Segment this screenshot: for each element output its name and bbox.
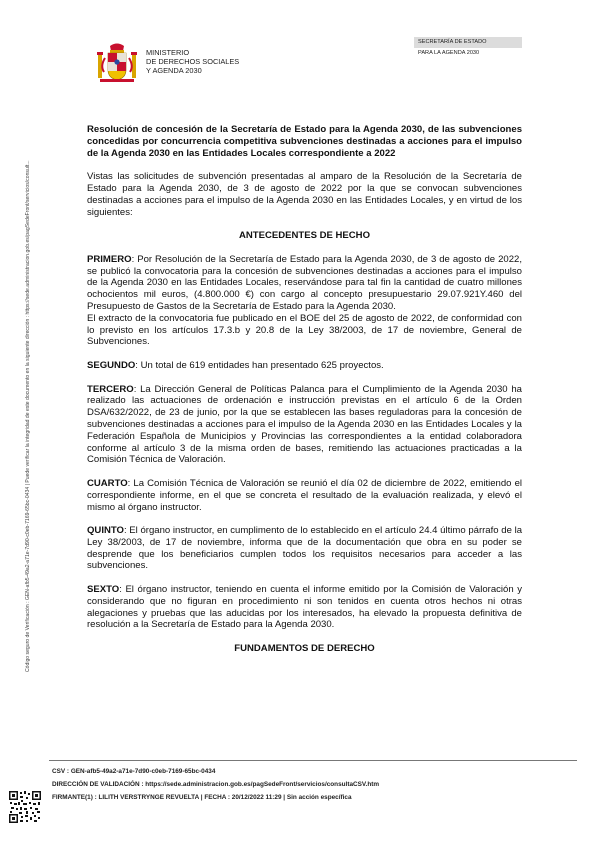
signer-info: FIRMANTE(1) : LILITH VERSTRYNGE REVUELTA | FECHA : 20/12/2022 11:29 | Sin acción específica xyxy=(52,794,352,802)
paragraph-segundo xyxy=(87,360,522,372)
validation-footer xyxy=(52,765,379,805)
ministry-line: Y AGENDA 2030 xyxy=(146,66,202,76)
paragraph-text: : Un total de 619 entidades han presentado 625 proyectos. xyxy=(135,359,384,371)
paragraph-label: TERCERO xyxy=(87,383,134,395)
intro-paragraph: Vistas las solicitudes de subvención presentadas al amparo de la Resolución de la Secretaría de Estado para la Agenda 2030, de 3 de agosto de 2022 por la que se convocan subvenciones destinadas a acciones para el impulso de la Agenda 2030 en las Entidades Locales, y en virtud de los siguientes: xyxy=(87,171,522,218)
section-heading-antecedentes: ANTECEDENTES DE HECHO xyxy=(238,230,371,242)
paragraph-text: : La Dirección General de Políticas Palanca para el Cumplimiento de la Agenda 2030 ha realizado las actuaciones de ordenación e instrucción previstas en el artículo 6 de la Orden DSA/632/2022, de 23 de junio, por la que se establecen las bases reguladoras para la concesión de subvenciones destinadas a acciones para el impulso de la Agenda 2030 en las Entidades Locales y la Federación Española de Municipios y Provincias las correspondientes a la entidad colaboradora conforme al artículo 3 de la misma orden de bases, remitiendo las actuaciones practicadas a la Comisión Técnica de Valoración. xyxy=(87,383,522,466)
secretaria-line: SECRETARÍA DE ESTADO xyxy=(414,37,522,48)
verification-sidebar-text: Código seguro de Verificación : GEN-afb5-49a2-a71e-7d90-c0eb-7169-65bc-0434 | Puede verificar la integridad de este documento en la siguiente dirección : https://sede.administracion.gob.es/pagSedeFront/servicios/consult... xyxy=(25,160,31,672)
secretaria-line: PARA LA AGENDA 2030 xyxy=(418,50,480,56)
qr-code xyxy=(8,790,42,824)
secretaria-box xyxy=(414,37,522,59)
ministry-line: MINISTERIO xyxy=(146,48,190,57)
ministry-name xyxy=(146,48,239,76)
document-body xyxy=(87,124,522,655)
paragraph-primero xyxy=(87,254,522,313)
paragraph-text: : La Comisión Técnica de Valoración se reunió el día 02 de diciembre de 2022, emitiendo el correspondiente informe, en el que se concreta el resultado de la evaluación realizada, y elevó el mismo al órgano instructor. xyxy=(87,477,522,513)
paragraph-label: CUARTO xyxy=(87,477,128,489)
paragraph-primero-extra: El extracto de la convocatoria fue publicado en el BOE del 25 de agosto de 2022, de conformidad con lo previsto en los artículos 17.3.b y 20.8 de la Ley 38/2003, de 17 de noviembre, General de Subvenciones. xyxy=(87,312,522,348)
paragraph-label: SEGUNDO xyxy=(87,359,136,371)
paragraph-quinto xyxy=(87,525,522,572)
paragraph-label: SEXTO xyxy=(87,584,120,596)
paragraph-label: PRIMERO xyxy=(87,253,132,265)
paragraph-sexto xyxy=(87,584,522,631)
ministry-line: DE DERECHOS SOCIALES xyxy=(146,57,240,67)
paragraph-text: : El órgano instructor, en cumplimento de lo establecido en el artículo 24.4 último párrafo de la Ley 38/2003, de 17 de noviembre, informa que de la documentación que obra en su poder se desprende que los beneficiarios cumplen todos los requisitos necesarios para acceder a las subvenciones. xyxy=(87,525,522,572)
paragraph-text: : Por Resolución de la Secretaría de Estado para la Agenda 2030, de 3 de agosto de 2022, se publicó la convocatoria para la concesión de subvenciones destinadas a acciones para el impulso de la Agenda 2030 en las Entidades Locales, reservándose para tal fin la cantidad de cuatro millones ochocientos mil euros, (4.800.000 €) con cargo al concepto presupuestario 29.07.921Y.460 del Presupuesto de Gastos de la Secretaría de Estado para la Agenda 2030. xyxy=(87,253,522,312)
paragraph-text: : El órgano instructor, teniendo en cuenta el informe emitido por la Comisión de Valoración y considerando que no figuran en procedimiento ni son tenidos en cuenta otros hechos ni otras alegaciones y pruebas que las aducidas por los interesados, ha elevado la propuesta definitiva de resolución a la Secretaría de Estado para la Agenda 2030. xyxy=(87,584,522,631)
coat-of-arms-logo xyxy=(92,42,142,84)
paragraph-label: QUINTO xyxy=(87,525,124,537)
footer-divider xyxy=(49,760,577,761)
validation-url[interactable]: DIRECCIÓN DE VALIDACIÓN : https://sede.administracion.gob.es/pagSedeFront/servicios/consultaCSV.htm xyxy=(52,781,380,789)
section-heading-fundamentos: FUNDAMENTOS DE DERECHO xyxy=(234,643,375,655)
paragraph-tercero xyxy=(87,384,522,467)
document-title: Resolución de concesión de la Secretaría de Estado para la Agenda 2030, de las subvenciones concedidas por concurrencia competitiva subvenciones destinadas a acciones para el impulso de la Agenda 2030 en las Entidades Locales correspondiente a 2022 xyxy=(87,124,522,159)
csv-code: CSV : GEN-afb5-49a2-a71e-7d90-c0eb-7169-65bc-0434 xyxy=(52,768,216,775)
paragraph-cuarto xyxy=(87,478,522,513)
